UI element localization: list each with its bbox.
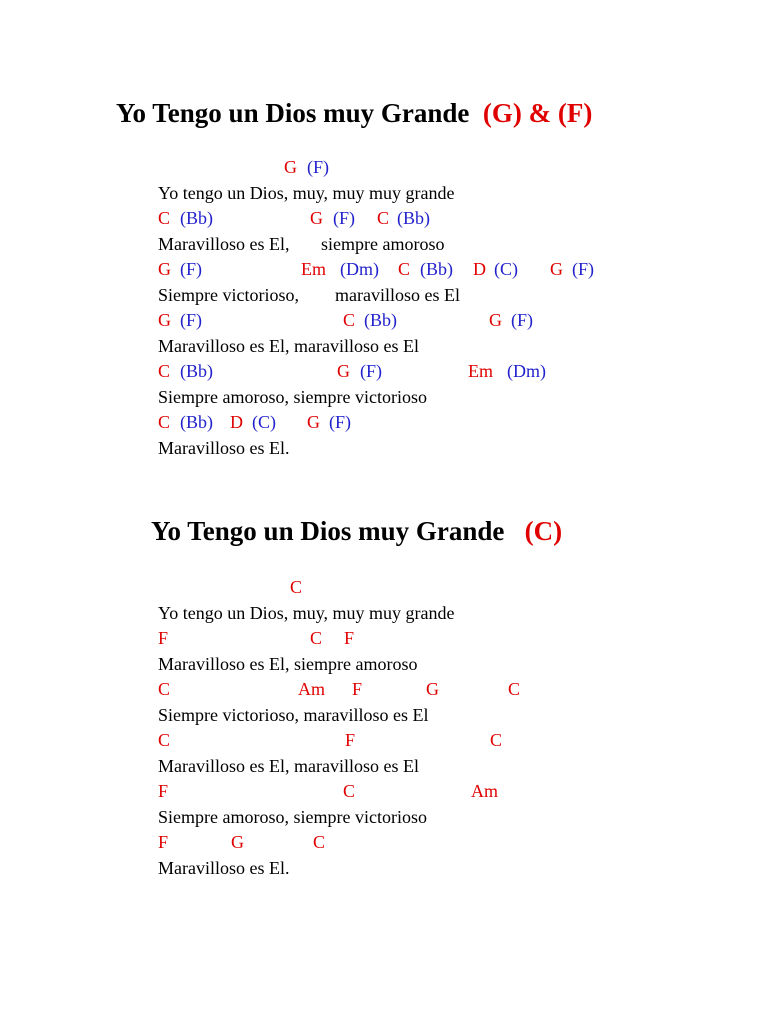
chord: G xyxy=(231,832,244,852)
chord: C xyxy=(398,259,411,279)
chord: G xyxy=(337,361,350,381)
chord: (Dm) xyxy=(340,259,379,279)
chord: (Bb) xyxy=(364,310,397,330)
chord: G xyxy=(284,157,297,177)
song1-key: (G) & (F) xyxy=(482,98,593,128)
chord: (C) xyxy=(494,259,518,279)
chord: (F) xyxy=(180,310,202,330)
chord: (F) xyxy=(360,361,382,381)
chord: C xyxy=(290,577,303,597)
chord: (F) xyxy=(307,157,329,177)
chord: (F) xyxy=(329,412,351,432)
chord: Em xyxy=(468,361,493,381)
chord: G xyxy=(310,208,323,228)
lyric-line: Maravilloso es El, siempre amoroso xyxy=(158,654,418,674)
chord: (Bb) xyxy=(180,412,213,432)
chord: C xyxy=(490,730,503,750)
chord: F xyxy=(344,628,355,648)
chord: G xyxy=(426,679,439,699)
chord: Am xyxy=(298,679,325,699)
chord: D xyxy=(473,259,486,279)
chord: (Dm) xyxy=(507,361,546,381)
chord: F xyxy=(158,832,169,852)
chord: G xyxy=(158,310,171,330)
chord: F xyxy=(158,781,169,801)
lyric-line: Siempre amoroso, siempre victorioso xyxy=(158,387,427,407)
chord: F xyxy=(352,679,363,699)
chord: (F) xyxy=(511,310,533,330)
chord: C xyxy=(158,412,171,432)
chord: F xyxy=(158,628,169,648)
lyric-line: Maravilloso es El. xyxy=(158,438,290,458)
chord: C xyxy=(158,208,171,228)
song1-title-text: Yo Tengo un Dios muy Grande xyxy=(116,98,470,128)
lyric-line: Siempre victorioso, maravilloso es El xyxy=(158,705,429,725)
chord: (F) xyxy=(333,208,355,228)
lyric-line: Siempre amoroso, siempre victorioso xyxy=(158,807,427,827)
lyric-line: Siempre victorioso, maravilloso es El xyxy=(158,285,460,305)
chord: G xyxy=(307,412,320,432)
chord: C xyxy=(343,310,356,330)
chord: C xyxy=(310,628,323,648)
chord: Am xyxy=(471,781,498,801)
chord: C xyxy=(158,679,171,699)
chord: (Bb) xyxy=(397,208,430,228)
song2-key: (C) xyxy=(524,516,563,546)
chord: (F) xyxy=(572,259,594,279)
chord: (F) xyxy=(180,259,202,279)
chord: (C) xyxy=(252,412,276,432)
chord: C xyxy=(343,781,356,801)
chord: Em xyxy=(301,259,326,279)
lyric-line: Maravilloso es El, siempre amoroso xyxy=(158,234,445,254)
chord: C xyxy=(158,730,171,750)
chord: D xyxy=(230,412,243,432)
song2-title xyxy=(151,518,562,545)
chord: G xyxy=(550,259,563,279)
chord: C xyxy=(508,679,521,699)
chord: C xyxy=(313,832,326,852)
chord: F xyxy=(345,730,356,750)
song2-title-text: Yo Tengo un Dios muy Grande xyxy=(151,516,505,546)
lyric-line: Maravilloso es El, maravilloso es El xyxy=(158,756,419,776)
chord: G xyxy=(158,259,171,279)
lyric-line: Yo tengo un Dios, muy, muy muy grande xyxy=(158,603,455,623)
song1-title xyxy=(116,100,592,127)
chord: (Bb) xyxy=(180,361,213,381)
chord: (Bb) xyxy=(180,208,213,228)
lyric-line: Yo tengo un Dios, muy, muy muy grande xyxy=(158,183,455,203)
chord: G xyxy=(489,310,502,330)
chord: C xyxy=(377,208,390,228)
chord: (Bb) xyxy=(420,259,453,279)
chord: C xyxy=(158,361,171,381)
lyric-line: Maravilloso es El, maravilloso es El xyxy=(158,336,419,356)
lyric-line: Maravilloso es El. xyxy=(158,858,290,878)
